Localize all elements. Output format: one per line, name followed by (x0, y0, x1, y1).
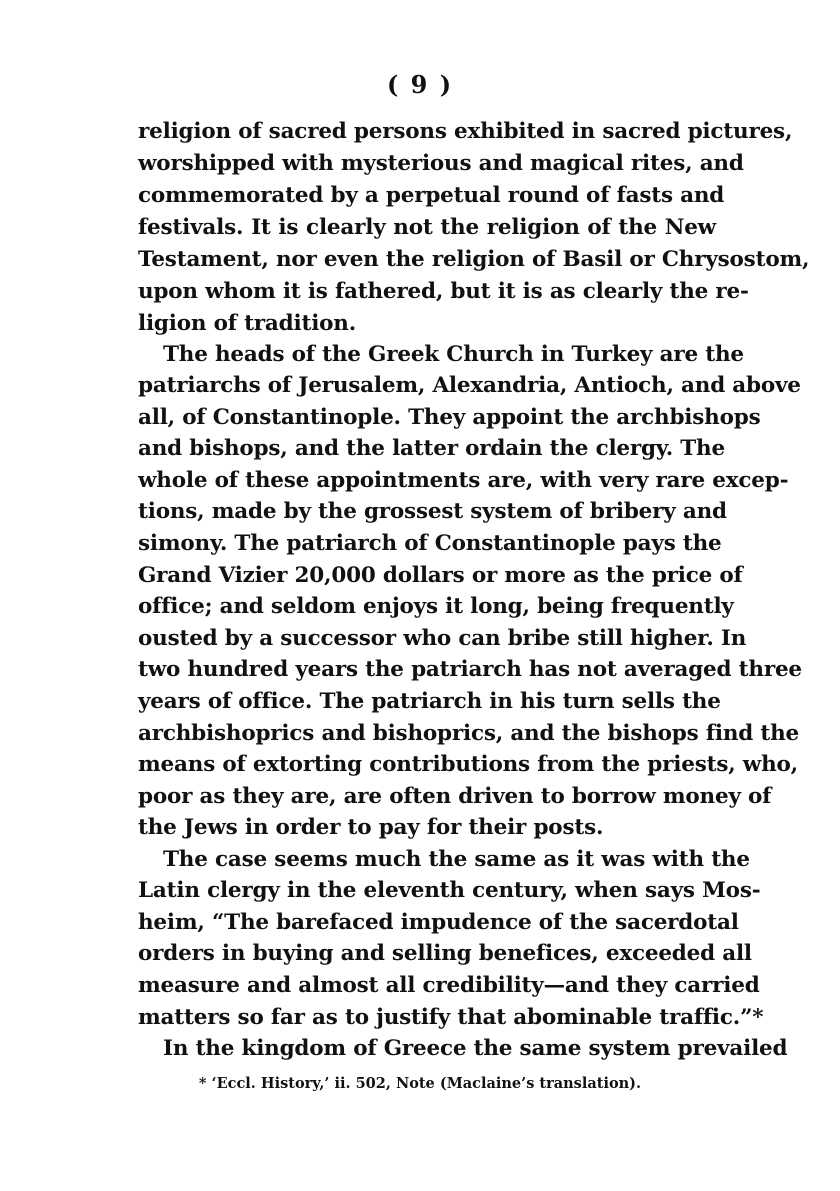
text-line: and bishops, and the latter ordain the clergy. The (138, 436, 725, 461)
text-line: tions, made by the grossest system of bribery and (138, 499, 727, 524)
text-line: two hundred years the patriarch has not averaged three (138, 657, 802, 682)
text-line: festivals. It is clearly not the religion of the New (138, 215, 716, 240)
text-line: whole of these appointments are, with very rare excep- (138, 468, 789, 493)
page-number: ( 9 ) (386, 70, 454, 99)
text-line: ligion of tradition. (138, 311, 357, 336)
text-line: poor as they are, are often driven to borrow money of (138, 784, 772, 809)
text-line: simony. The patriarch of Constantinople pays the (138, 531, 722, 556)
footnote: * ‘Eccl. History,’ ii. 502, Note (Maclaine’s translation). (198, 1075, 642, 1092)
text-line: Latin clergy in the eleventh century, when says Mos- (138, 878, 761, 903)
text-line: archbishoprics and bishoprics, and the bishops find the (138, 721, 800, 746)
text-line: In the kingdom of Greece the same system prevailed (163, 1036, 788, 1061)
text-line: upon whom it is fathered, but it is as clearly the re- (138, 279, 749, 304)
text-line: means of extorting contributions from the priests, who, (138, 752, 798, 777)
text-line: religion of sacred persons exhibited in sacred pictures, (138, 119, 793, 144)
text-line: commemorated by a perpetual round of fasts and (138, 183, 725, 208)
text-line: matters so far as to justify that abominable traffic.”* (138, 1005, 764, 1030)
text-line: office; and seldom enjoys it long, being frequently (138, 594, 734, 619)
text-line: years of office. The patriarch in his turn sells the (138, 689, 721, 714)
text-line: The heads of the Greek Church in Turkey are the (163, 342, 744, 367)
text-line: Testament, nor even the religion of Basil or Chrysostom, (138, 247, 810, 272)
text-line: ousted by a successor who can bribe still higher. In (138, 626, 747, 651)
text-line: patriarchs of Jerusalem, Alexandria, Antioch, and above (138, 373, 801, 398)
text-line: Grand Vizier 20,000 dollars or more as the price of (138, 563, 743, 588)
text-line: The case seems much the same as it was with the (163, 847, 750, 872)
text-line: measure and almost all credibility—and they carried (138, 973, 760, 998)
text-line: worshipped with mysterious and magical rites, and (138, 151, 744, 176)
text-line: all, of Constantinople. They appoint the archbishops (138, 405, 761, 430)
text-line: heim, “The barefaced impudence of the sacerdotal (138, 910, 739, 935)
text-line: orders in buying and selling benefices, exceeded all (138, 941, 752, 966)
text-line: the Jews in order to pay for their posts. (138, 815, 604, 840)
